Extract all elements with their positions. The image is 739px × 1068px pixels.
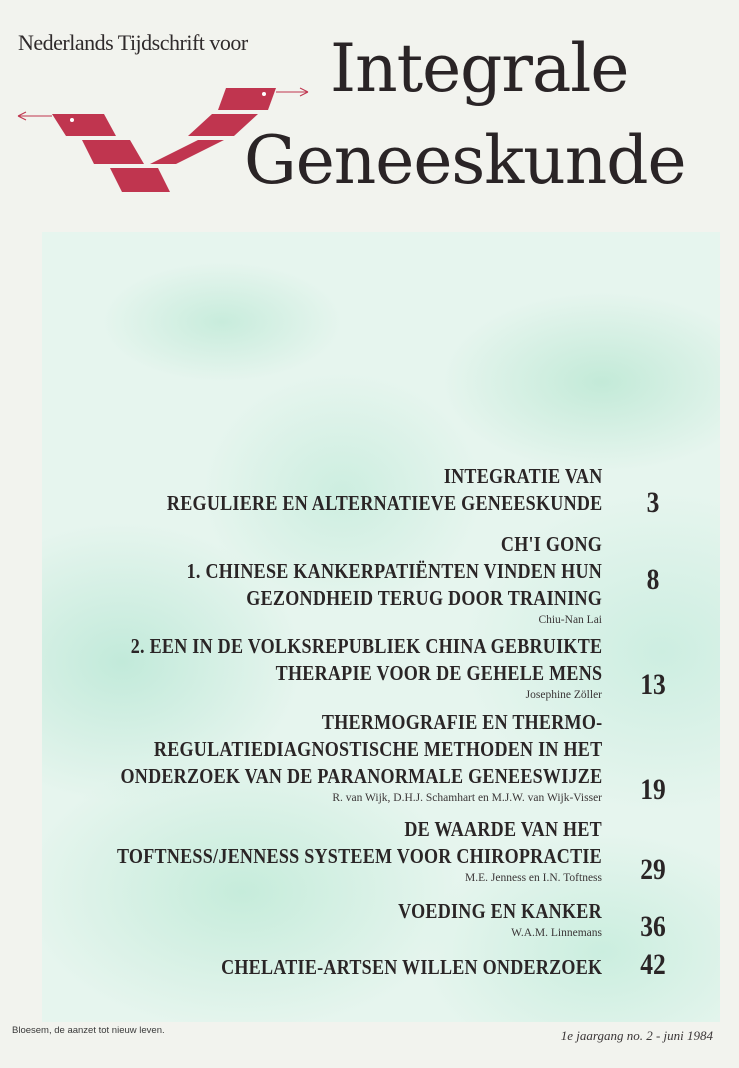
page-number: 3 <box>646 486 660 519</box>
page-number: 29 <box>640 853 666 886</box>
contents-item <box>54 633 602 703</box>
article-title: REGULATIEDIAGNOSTISCHE METHODEN IN HET <box>153 737 602 761</box>
issue-info: 1e jaargang no. 2 - juni 1984 <box>560 1028 713 1043</box>
article-title: THERAPIE VOOR DE GEHELE MENS <box>275 661 602 685</box>
article-title: THERMOGRAFIE EN THERMO- <box>321 710 602 734</box>
contents-item <box>119 531 602 628</box>
article-author: M.E. Jenness en I.N. Toftness <box>465 872 602 884</box>
article-author: Chiu-Nan Lai <box>538 614 602 626</box>
article-author: Josephine Zöller <box>525 689 602 701</box>
page-number: 8 <box>646 563 660 596</box>
article-title: DE WAARDE VAN HET <box>404 817 602 841</box>
contents-item <box>96 463 603 517</box>
article-title: ONDERZOEK VAN DE PARANORMALE GENEESWIJZE <box>120 764 602 788</box>
masthead-subtitle: Nederlands Tijdschrift voor <box>18 30 248 55</box>
photo-caption: Bloesem, de aanzet tot nieuw leven. <box>12 1025 165 1036</box>
contents-item <box>38 816 602 886</box>
contents-item <box>159 954 602 981</box>
page-number: 42 <box>640 948 666 981</box>
article-title: 1. CHINESE KANKERPATIËNTEN VINDEN HUN <box>186 559 602 583</box>
article-title: VOEDING EN KANKER <box>398 899 602 923</box>
article-title: INTEGRATIE VAN <box>443 464 602 488</box>
page-number: 36 <box>640 910 666 943</box>
article-title: TOFTNESS/JENNESS SYSTEEM VOOR CHIROPRACTIE <box>116 844 602 868</box>
contents-item <box>42 709 602 806</box>
article-title: CH'I GONG <box>500 532 602 556</box>
page-number: 13 <box>640 668 666 701</box>
article-author: W.A.M. Linnemans <box>511 927 602 939</box>
article-title: CHELATIE-ARTSEN WILLEN ONDERZOEK <box>220 955 602 979</box>
article-title: GEZONDHEID TERUG DOOR TRAINING <box>246 586 602 610</box>
page-number: 19 <box>640 773 666 806</box>
article-author: R. van Wijk, D.H.J. Schamhart en M.J.W. van Wijk-Visser <box>332 792 602 804</box>
masthead-title-line1: Integrale <box>330 30 629 107</box>
article-title: REGULIERE EN ALTERNATIEVE GENEESKUNDE <box>166 491 602 515</box>
contents-item <box>365 898 602 941</box>
article-title: 2. EEN IN DE VOLKSREPUBLIEK CHINA GEBRUIKTE <box>130 634 602 658</box>
masthead-title-line2: Geneeskunde <box>244 122 686 199</box>
